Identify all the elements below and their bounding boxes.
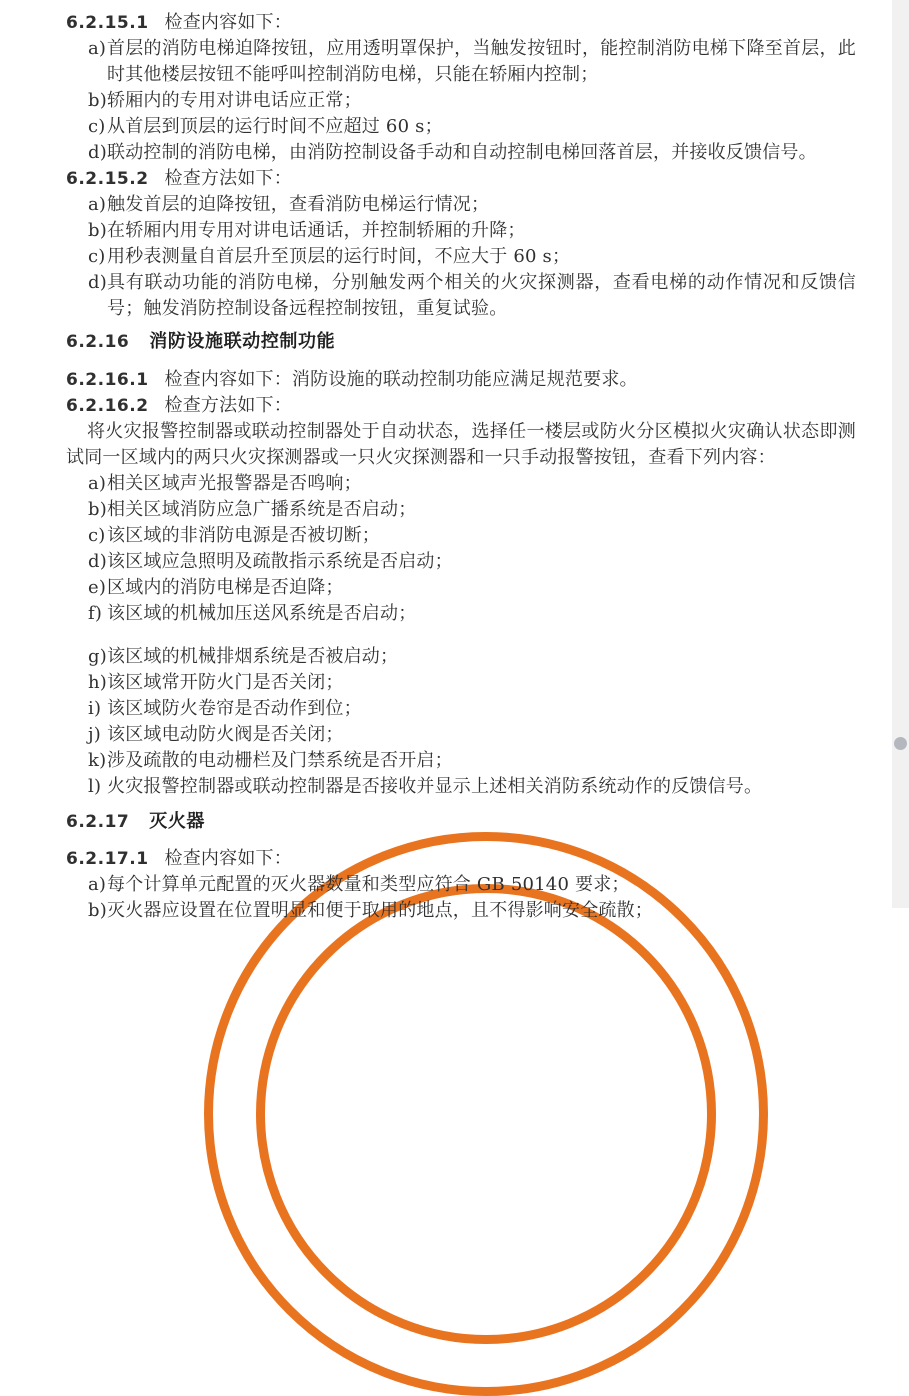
list-item [66,872,856,898]
item-label: i) [88,698,102,719]
seal-inner-ring [256,884,716,1344]
clause-heading-6-2-17-1 [66,846,856,872]
clause-heading-6-2-15-2 [66,166,856,192]
item-text: 该区域的机械排烟系统是否被启动； [107,646,399,667]
list-item [66,192,856,218]
item-text: 在轿厢内用专用对讲电话通话，并控制轿厢的升降； [107,220,526,241]
item-label: a) [88,473,107,494]
item-text: 灭火器应设置在位置明显和便于取用的地点，且不得影响安全疏散； [107,900,653,921]
list-item [66,670,856,696]
clause-number: 6.2.15.2 [66,169,149,189]
item-label: k) [88,750,107,771]
item-label: a) [88,194,107,215]
clause-title: 检查方法如下： [164,395,292,416]
item-label: b) [88,900,107,921]
chapter-number: 6.2.16 [66,332,130,352]
item-label: h) [88,672,108,693]
item-text: 首层的消防电梯迫降按钮，应用透明罩保护，当触发按钮时，能控制消防电梯下降至首层，此时其他楼层按钮不能呼叫控制消防电梯，只能在轿厢内控制； [107,38,856,85]
item-text: 该区域防火卷帘是否动作到位； [107,698,362,719]
item-text: 从首层到顶层的运行时间不应超过 60 s； [107,116,443,137]
item-text: 相关区域消防应急广播系统是否启动； [107,499,417,520]
item-label: j) [88,724,102,745]
item-text: 用秒表测量自首层升至顶层的运行时间，不应大于 60 s； [107,246,571,267]
item-label: l) [88,776,102,797]
list-item [66,644,856,670]
clause-heading-6-2-16-1 [66,367,856,393]
item-label: d) [88,142,107,163]
clause-number: 6.2.16.2 [66,396,149,416]
item-text: 该区域的机械加压送风系统是否启动； [107,603,417,624]
clause-heading-6-2-16-2 [66,393,856,419]
item-label: g) [88,646,107,667]
list-item [66,140,856,166]
item-label: c) [88,525,106,546]
item-text: 联动控制的消防电梯，由消防控制设备手动和自动控制电梯回落首层，并接收反馈信号。 [107,142,817,163]
chapter-number: 6.2.17 [66,812,130,832]
scrollbar-track[interactable] [892,0,909,908]
list-item [66,722,856,748]
item-text: 触发首层的迫降按钮，查看消防电梯运行情况； [107,194,490,215]
item-label: c) [88,116,106,137]
clause-title: 检查内容如下： [164,12,292,33]
clause-number: 6.2.17.1 [66,849,149,869]
item-text: 涉及疏散的电动栅栏及门禁系统是否开启； [107,750,453,771]
document-content [66,0,856,924]
chapter-heading-6-2-17 [66,809,856,835]
item-text: 区域内的消防电梯是否迫降； [107,577,344,598]
clause-title: 检查内容如下： [164,848,292,869]
scrollbar-thumb[interactable] [894,737,907,750]
clause-number: 6.2.15.1 [66,13,149,33]
list-item [66,774,856,800]
list-item [66,218,856,244]
item-text: 相关区域声光报警器是否鸣响； [107,473,362,494]
item-label: d) [88,272,107,293]
item-text: 火灾报警控制器或联动控制器是否接收并显示上述相关消防系统动作的反馈信号。 [107,776,763,797]
item-label: a) [88,874,107,895]
clause-number: 6.2.16.1 [66,370,149,390]
list-item [66,497,856,523]
list-item [66,575,856,601]
list-item [66,601,856,627]
item-text: 该区域常开防火门是否关闭； [107,672,344,693]
list-item [66,549,856,575]
item-text: 具有联动功能的消防电梯，分别触发两个相关的火灾探测器，查看电梯的动作情况和反馈信号；触发消防控制设备远程控制按钮，重复试验。 [107,272,856,319]
item-text: 每个计算单元配置的灭火器数量和类型应符合 GB 50140 要求； [107,874,630,895]
chapter-title: 消防设施联动控制功能 [149,331,336,352]
item-label: a) [88,38,107,59]
chapter-title: 灭火器 [149,811,206,832]
item-text: 该区域的非消防电源是否被切断； [107,525,380,546]
item-label: b) [88,220,107,241]
item-label: b) [88,499,107,520]
list-item [66,114,856,140]
list-item [66,244,856,270]
item-text: 该区域电动防火阀是否关闭； [107,724,344,745]
item-label: b) [88,90,107,111]
list-item [66,88,856,114]
item-label: e) [88,577,107,598]
clause-heading-6-2-15-1 [66,10,856,36]
list-item [66,36,856,88]
list-item [66,748,856,774]
list-item [66,471,856,497]
chapter-heading-6-2-16 [66,329,856,355]
item-label: f) [88,603,103,624]
body-paragraph: 将火灾报警控制器或联动控制器处于自动状态，选择任一楼层或防火分区模拟火灾确认状态即测试同一区域内的两只火灾探测器或一只火灾探测器和一只手动报警按钮，查看下列内容： [66,421,856,468]
list-item [66,696,856,722]
item-text: 轿厢内的专用对讲电话应正常； [107,90,362,111]
item-label: c) [88,246,106,267]
clause-title: 检查方法如下： [164,168,292,189]
list-item [66,523,856,549]
list-item [66,270,856,322]
clause-title: 检查内容如下：消防设施的联动控制功能应满足规范要求。 [164,369,638,390]
item-label: d) [88,551,107,572]
list-item [66,898,856,924]
item-text: 该区域应急照明及疏散指示系统是否启动； [107,551,453,572]
